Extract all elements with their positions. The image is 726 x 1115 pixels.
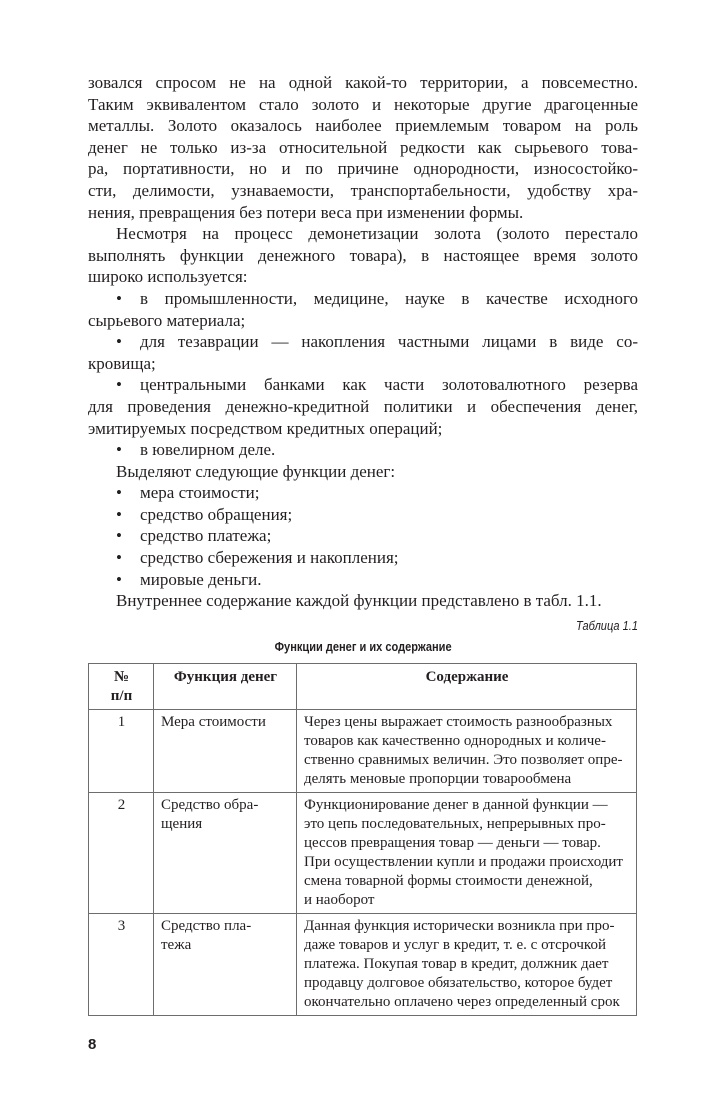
table-header-cell: [297, 664, 637, 710]
bullet-icon: •: [116, 440, 122, 460]
function-cell: [154, 793, 297, 914]
bullet-icon: •: [116, 332, 122, 352]
line-text: в промышленности, медицине, науке в качестве исходного: [140, 288, 638, 308]
content-text: товаров как качественно однородных и количе-: [304, 733, 606, 749]
bullet-item: [88, 439, 638, 461]
list-item: [88, 525, 638, 547]
function-cell: [154, 710, 297, 793]
content-text: окончательно оплачено через определенный срок: [304, 994, 620, 1010]
content-text: Через цены выражает стоимость разнообразных: [304, 714, 613, 730]
bullet-item: [88, 331, 638, 374]
list-item: [88, 482, 638, 504]
content-text: Данная функция исторически возникла при про-: [304, 918, 615, 934]
paragraph: [88, 72, 638, 223]
bullet-icon: •: [116, 375, 122, 395]
table-header-cell: [154, 664, 297, 710]
content-text: цессов превращения товар — деньги — товар.: [304, 835, 601, 851]
text-line: [88, 288, 638, 310]
text-line: Выделяют следующие функции денег:: [116, 461, 396, 481]
table-row: [89, 793, 637, 914]
content-cell: [297, 793, 637, 914]
text-line: [88, 331, 638, 353]
table-caption: Таблица 1.1: [575, 618, 638, 633]
function-text: Средство пла-: [161, 918, 252, 934]
text-line: денег не только из-за относительной редкости как сырьевого това-: [88, 137, 638, 157]
content-text: ственно сравнимых величин. Это позволяет опре-: [304, 752, 623, 768]
header-text: №: [113, 669, 130, 685]
line-text: мировые деньги.: [140, 569, 262, 589]
content-text: платежа. Покупая товар в кредит, должник дает: [304, 956, 609, 972]
text-line: зовался спросом не на одной какой-то территории, а повсеместно.: [88, 73, 638, 92]
function-text: Средство обра-: [161, 797, 259, 813]
row-number-cell: 3: [89, 914, 154, 1016]
line-text: мера стоимости;: [140, 483, 260, 503]
line-text: средство обращения;: [140, 504, 293, 524]
line-text: средство сбережения и накопления;: [140, 548, 399, 568]
list-item: [88, 504, 638, 526]
content-cell: [297, 914, 637, 1016]
line-text: центральными банками как части золотовалютного резерва: [140, 375, 638, 395]
content-text: и наоборот: [304, 892, 375, 908]
function-cell: [154, 914, 297, 1016]
table-row: [89, 710, 637, 793]
header-text: Содержание: [425, 669, 509, 685]
table-row: [89, 914, 637, 1016]
function-list: [88, 482, 638, 590]
function-text: тежа: [161, 937, 192, 953]
bullet-icon: •: [116, 504, 122, 524]
text-line: для проведения денежно-кредитной политики и обеспечения денег,: [88, 396, 638, 416]
header-text: Функция денег: [173, 669, 278, 685]
bullet-item: [88, 374, 638, 439]
paragraph: [88, 590, 638, 612]
bullet-item: [88, 288, 638, 331]
content-text: смена товарной формы стоимости денежной,: [304, 873, 593, 889]
content-text: продавцу долговое обязательство, которое будет: [304, 975, 613, 991]
bullet-icon: •: [116, 569, 122, 589]
bullet-icon: •: [116, 483, 122, 503]
content-text: Функционирование денег в данной функции —: [304, 797, 608, 813]
text-line: Таким эквивалентом стало золото и некоторые другие драгоценные: [88, 94, 638, 114]
text-line: Внутреннее содержание каждой функции представлено в табл. 1.1.: [116, 591, 602, 611]
function-text: щения: [161, 816, 203, 832]
text-line: нения, превращения без потери веса при изменении формы.: [88, 202, 524, 222]
text-line: Несмотря на процесс демонетизации золота (золото перестало: [116, 224, 638, 244]
table-header-row: [89, 664, 637, 710]
content-text: делять меновые пропорции товарообмена: [304, 771, 572, 787]
text-line: [88, 439, 638, 461]
row-number-cell: 2: [89, 793, 154, 914]
text-line: сти, делимости, узнаваемости, транспортабельности, удобству хра-: [88, 180, 638, 200]
text-line: металлы. Золото оказалось наиболее приемлемым товаром на роль: [88, 116, 638, 136]
content-text: это цепь последовательных, непрерывных про-: [304, 816, 606, 832]
table-title: [88, 639, 638, 655]
content-text: даже товаров и услуг в кредит, т. е. с отсрочкой: [304, 937, 606, 953]
list-item: [88, 547, 638, 569]
function-text: Мера стоимости: [161, 714, 266, 730]
content-cell: [297, 710, 637, 793]
text-line: ра, портативности, но и по причине однородности, износостойко-: [88, 159, 638, 179]
paragraph: [88, 461, 638, 483]
text-line: выполнять функции денежного товара), в настоящее время золото: [88, 245, 638, 265]
line-text: для тезаврации — накопления частными лицами в виде со-: [140, 332, 638, 352]
text-line: эмитируемых посредством кредитных операций;: [88, 418, 443, 438]
table-header-cell: [89, 664, 154, 710]
row-number-cell: 1: [89, 710, 154, 793]
functions-table: [88, 663, 637, 1016]
line-text: средство платежа;: [140, 526, 272, 546]
list-item: [88, 569, 638, 591]
body-text: [88, 72, 638, 612]
text-line: кровища;: [88, 353, 156, 373]
table-title-text: Функции денег и их содержание: [274, 639, 452, 654]
content-text: При осуществлении купли и продажи происходит: [304, 854, 623, 870]
text-line: [88, 374, 638, 396]
bullet-icon: •: [116, 526, 122, 546]
bullet-icon: •: [116, 548, 122, 568]
paragraph: [88, 223, 638, 288]
text-line: сырьевого материала;: [88, 310, 246, 330]
text-line: широко используется:: [88, 267, 248, 287]
page-number: 8: [88, 1036, 97, 1053]
line-text: в ювелирном деле.: [140, 440, 276, 460]
header-text: п/п: [110, 688, 133, 704]
bullet-icon: •: [116, 288, 122, 308]
